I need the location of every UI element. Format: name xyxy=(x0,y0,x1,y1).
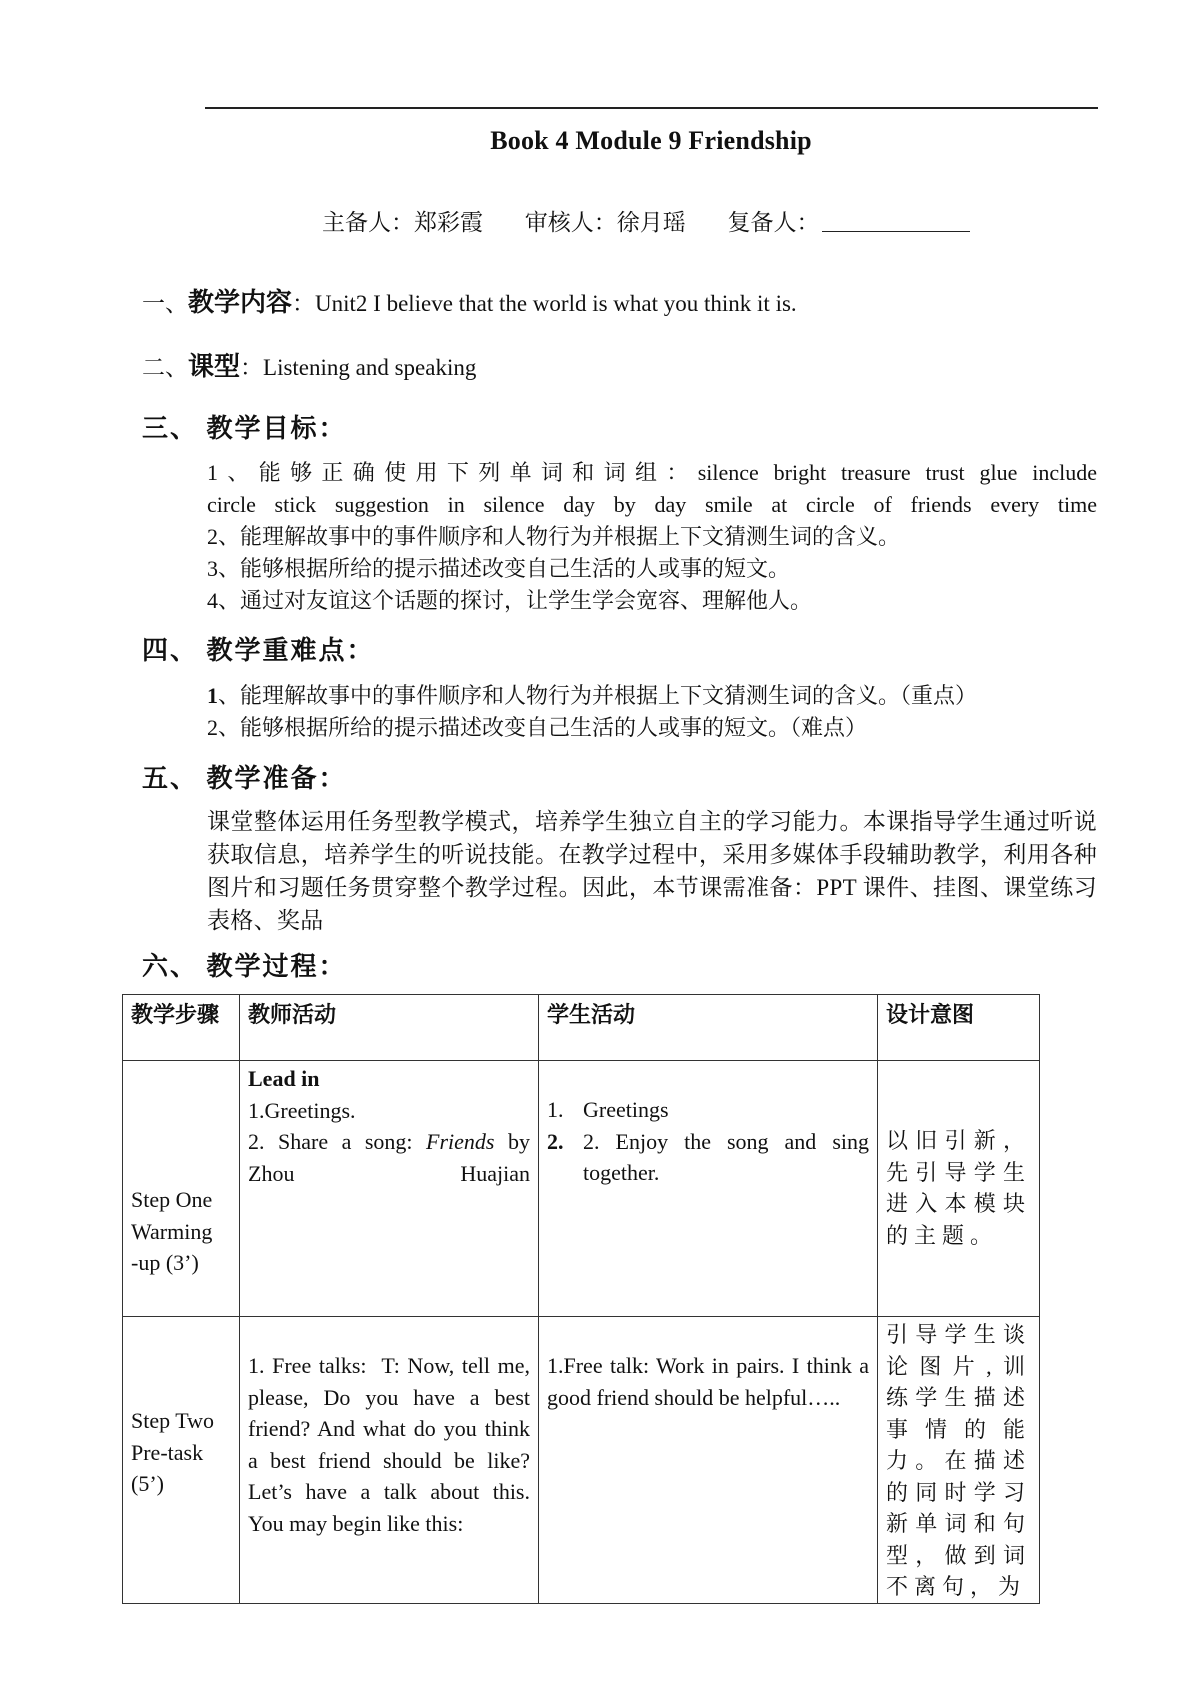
co-preparer-label: 复备人： xyxy=(727,210,820,235)
list-item xyxy=(547,1094,869,1126)
lead-preparer: 主备人：郑彩霞 xyxy=(322,210,483,235)
section-keypoints xyxy=(142,630,375,667)
item-number: 1. xyxy=(547,1097,564,1122)
objective-line: circle stick suggestion in silence day by day smile at circle of friends every time xyxy=(207,492,1097,517)
section-process xyxy=(142,946,347,983)
step-cell xyxy=(123,1061,240,1317)
section-objectives xyxy=(142,408,347,445)
section-colon: ： xyxy=(292,291,316,316)
header-step: 教学步骤 xyxy=(123,995,240,1061)
table-row xyxy=(123,1317,1040,1604)
keypoints-list xyxy=(207,680,1097,744)
section-type xyxy=(142,346,476,383)
section-number: 一、 xyxy=(142,291,188,316)
document-title: Book 4 Module 9 Friendship xyxy=(490,126,812,155)
design-intent-cell: 以旧引新，先引导学生进入本模块的主题。 xyxy=(878,1061,1040,1317)
co-preparer-blank xyxy=(822,211,970,232)
header-teacher: 教师活动 xyxy=(240,995,539,1061)
table-header-row xyxy=(123,995,1040,1061)
section-content xyxy=(142,282,797,319)
student-activity-list xyxy=(547,1094,869,1189)
song-title: Friends xyxy=(426,1129,495,1154)
step-line: Pre-task xyxy=(131,1439,204,1465)
activity-text: 2. Share a song: xyxy=(248,1129,427,1154)
student-activity-cell: 1.Free talk: Work in pairs. I think a good friend should be helpful….. xyxy=(539,1317,878,1604)
section-heading: 教学内容 xyxy=(188,288,293,317)
step-line: -up (3’) xyxy=(131,1250,199,1275)
header-rule xyxy=(205,107,1098,109)
section-heading: 六、 教学过程： xyxy=(142,952,347,981)
reviewer: 审核人：徐月瑶 xyxy=(524,210,686,235)
step-line: Step One xyxy=(131,1187,213,1212)
header-student: 学生活动 xyxy=(539,995,878,1061)
section-number: 二、 xyxy=(142,355,188,380)
step-cell xyxy=(123,1317,240,1604)
activity-title: Lead in xyxy=(248,1066,320,1091)
student-activity-cell xyxy=(539,1061,878,1317)
section-heading: 五、 教学准备： xyxy=(142,764,347,793)
header-intent: 设计意图 xyxy=(878,995,1040,1061)
keypoint-text: 、能理解故事中的事件顺序和人物行为并根据上下文猜测生词的含义。（重点） xyxy=(218,683,978,708)
list-item xyxy=(547,1126,869,1189)
preparation-text: 课堂整体运用任务型教学模式，培养学生独立自主的学习能力。本课指导学生通过听说获取信息，培养学生的听说技能。在教学过程中，采用多媒体手段辅助教学，利用各种图片和习题任务贯穿整个教学过程。因此，本节课需准备：PPT 课件、挂图、课堂练习表格、奖品 xyxy=(207,809,1097,933)
keypoint-line xyxy=(207,680,1097,712)
section-colon: ： xyxy=(240,355,264,380)
step-line: Warming xyxy=(131,1218,213,1244)
activity-line: 1.Greetings. xyxy=(248,1097,356,1123)
section-preparation xyxy=(142,758,347,795)
step-line: Step Two xyxy=(131,1408,215,1433)
item-number: 2. xyxy=(547,1128,564,1154)
section-heading: 课型 xyxy=(188,352,241,381)
section-text: Listening and speaking xyxy=(263,355,477,380)
objective-line: 2、能理解故事中的事件顺序和人物行为并根据上下文猜测生词的含义。 xyxy=(207,524,901,549)
co-preparer xyxy=(728,210,1006,235)
section-heading: 三、 教学目标： xyxy=(142,414,347,443)
activity-line xyxy=(248,1126,530,1189)
item-text: Greetings xyxy=(583,1097,669,1122)
design-intent-cell: 引导学生谈论图片,训练学生描述事情的能力。在描述的同时学习新单词和句型，做到词不离句，为 xyxy=(878,1317,1040,1604)
keypoint-line: 2、能够根据所给的提示描述改变自己生活的人或事的短文。（难点） xyxy=(207,715,868,740)
teaching-process-table xyxy=(122,994,1040,1604)
objective-line: 4、通过对友谊这个话题的探讨，让学生学会宽容、理解他人。 xyxy=(207,588,813,613)
objectives-list xyxy=(207,457,1097,617)
section-text: Unit2 I believe that the world is what you think it is. xyxy=(315,291,797,316)
table-row xyxy=(123,1061,1040,1317)
step-line: (5’) xyxy=(131,1471,164,1496)
item-text: 2. Enjoy the song and sing together. xyxy=(583,1128,869,1185)
teacher-activity-cell xyxy=(240,1061,539,1317)
objective-line: 1、能够正确使用下列单词和词组：silence bright treasure trust glue include xyxy=(207,460,1097,485)
objective-line: 3、能够根据所给的提示描述改变自己生活的人或事的短文。 xyxy=(207,556,791,581)
author-line xyxy=(322,204,1006,237)
section-heading: 四、 教学重难点： xyxy=(142,636,375,665)
activity-text: by Zhou Huajian xyxy=(248,1129,531,1186)
keypoint-number: 1 xyxy=(207,683,218,708)
teacher-activity-cell: 1. Free talks: T: Now, tell me, please, Do you have a best friend? And what do you think a best friend should be like? Let’s have a talk about this. You may begin like this: xyxy=(240,1317,539,1604)
